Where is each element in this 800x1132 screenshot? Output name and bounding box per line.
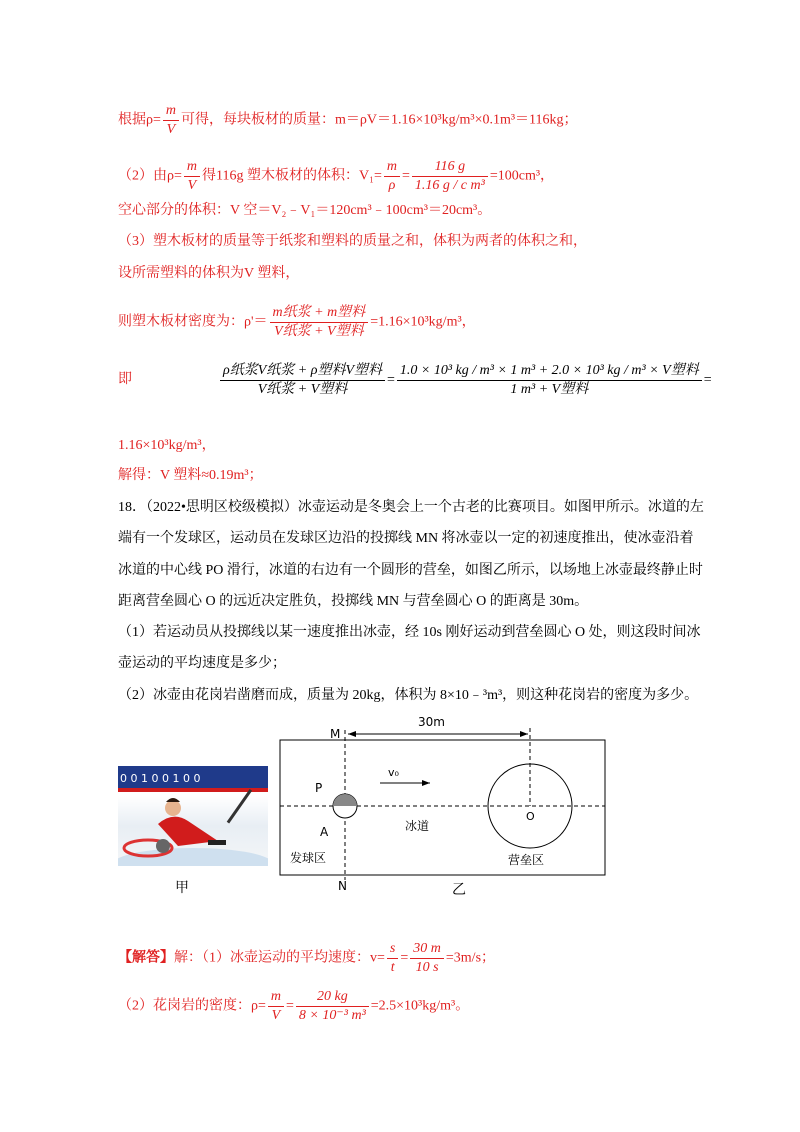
line-part3: （3）塑木板材的质量等于纸浆和塑料的质量之和，体积为两者的体积之和， <box>118 234 587 249</box>
text: 可得，每块板材的质量：m＝ρV＝1.16×10³kg/m³×0.1m³＝116kg； <box>181 112 578 128</box>
fraction-m-over-rho: $\frac{m}{\rho}$ <box>384 158 400 195</box>
fraction-m-over-v: $\frac{m}{V}$ <box>163 102 179 139</box>
question-18-line4: 距离营垒圆心 O 的远近决定胜负，投掷线 MN 与营垒圆心 O 的距离是 30m。 <box>118 594 589 609</box>
fraction-m-over-v: $\frac{m}{V}$ <box>268 988 284 1025</box>
fraction-m-over-v: $\frac{m}{V}$ <box>184 158 200 195</box>
question-18-part1b: 壶运动的平均速度是多少； <box>118 656 286 671</box>
label-a: A <box>320 825 329 839</box>
caption-jia: 甲 <box>175 880 189 896</box>
line-density-plank: 则塑木板材密度为：ρ'＝ $\frac{\text{m纸浆 + m塑料}}{\text{V纸浆 + V塑料}}$ =1.16×10³kg/m³， <box>118 305 476 339</box>
line-label-ji: 即 <box>118 372 132 387</box>
fraction-20kg: $\frac{20 kg}{\text{8 × 10⁻³ m³}}$ <box>296 988 369 1025</box>
question-18-line2: 端有一个发球区，运动员在发球区边沿的投掷线 MN 将冰壶以一定的初速度推出，使冰壶沿着 <box>118 531 694 546</box>
line-let-volume: 设所需塑料的体积为V 塑料， <box>118 266 300 281</box>
question-18-part1: （1）若运动员从投掷线以某一速度推出冰壶，经 10s 刚好运动到营垒圆心 O 处，则这段时间冰 <box>118 625 701 640</box>
curling-lane-diagram <box>270 708 610 898</box>
fraction-30m-10s: $\frac{30 m}{10 s}$ <box>410 940 444 977</box>
label-start-zone: 发球区 <box>290 851 327 865</box>
curling-photo <box>118 766 268 866</box>
fraction-numeric: $\frac{\text{1.0 × 10³ kg / m³ × 1 m³ + 2.0 × 10³ kg / m³ × V塑料}}{\text{1 m³ + V塑料}}$ <box>397 362 702 399</box>
label-o: O <box>526 810 535 823</box>
svg-text:0 0 1 0 0 1 0 0: 0 0 1 0 0 1 0 0 <box>120 772 201 785</box>
label-house-zone: 营垒区 <box>508 853 545 867</box>
label-n: N <box>338 879 347 893</box>
fraction-mass-sum-over-volume-sum: $\frac{\text{m纸浆 + m塑料}}{\text{V纸浆 + V塑料}}$ <box>270 304 369 341</box>
caption-yi: 乙 <box>452 882 466 898</box>
fraction-s-over-t: $\frac{s}{t}$ <box>387 940 398 977</box>
answer-tag: 【解答】 <box>118 950 174 966</box>
line-hollow-volume: 空心部分的体积：V 空＝V₂﹣V₁＝120cm³﹣100cm³＝20cm³。 <box>118 203 492 218</box>
equation-plank-density: $\frac{\text{ρ纸浆V纸浆 + ρ塑料V塑料}}{\text{V纸浆 + V塑料}}$ = $\frac{\text{1.0 × 10³ kg / m³ × 1 m³ + 2.0 × 10³ kg / m³ × V塑料}}{\text{1 m³ + V塑料}}$ = <box>218 362 712 399</box>
label-m: M <box>330 727 341 741</box>
question-18-part2: （2）冰壶由花岗岩凿磨而成，质量为 20kg，体积为 8×10﹣³m³，则这种花岗岩的密度为多少。 <box>118 688 699 703</box>
line-volume: （2）由ρ= $\frac{m}{V}$ 得116g 塑木板材的体积：V₁= $\frac{m}{\rho}$ = $\frac{116 g}{\text{1.16 g / c m³}}$ =100cm³， <box>118 159 555 193</box>
line-density-value: 1.16×10³kg/m³， <box>118 438 216 453</box>
label-v0: v₀ <box>388 766 399 779</box>
line-density-mass <box>118 102 578 139</box>
answer-part2: （2）花岗岩的密度：ρ= $\frac{m}{V}$ = $\frac{20 kg}{\text{8 × 10⁻³ m³}}$ =2.5×10³kg/m³。 <box>118 989 470 1023</box>
question-18-line1: 18．（2022•思明区校级模拟）冰壶运动是冬奥会上一个古老的比赛项目。如图甲所示。冰道的左 <box>118 500 704 515</box>
fraction-rho-v-sum: $\frac{\text{ρ纸浆V纸浆 + ρ塑料V塑料}}{\text{V纸浆 + V塑料}}$ <box>220 362 385 399</box>
question-18-line3: 冰道的中心线 PO 滑行，冰道的右边有一个圆形的营垒，如图乙所示，以场地上冰壶最终静止时 <box>118 563 703 578</box>
label-p: P <box>315 781 323 795</box>
curling-photo-drawing <box>118 766 268 866</box>
line-result: 解得：V 塑料≈0.19m³； <box>118 468 263 483</box>
lane-rect <box>280 740 605 875</box>
label-lane: 冰道 <box>405 819 430 833</box>
answer-part1: 【解答】解：（1）冰壶运动的平均速度：v= $\frac{s}{t}$ = $\frac{30 m}{10 s}$ =3m/s； <box>118 941 496 975</box>
text: 根据ρ= <box>118 112 161 128</box>
fraction-116g: $\frac{116 g}{\text{1.16 g / c m³}}$ <box>412 158 488 195</box>
label-30m: 30m <box>418 715 445 729</box>
